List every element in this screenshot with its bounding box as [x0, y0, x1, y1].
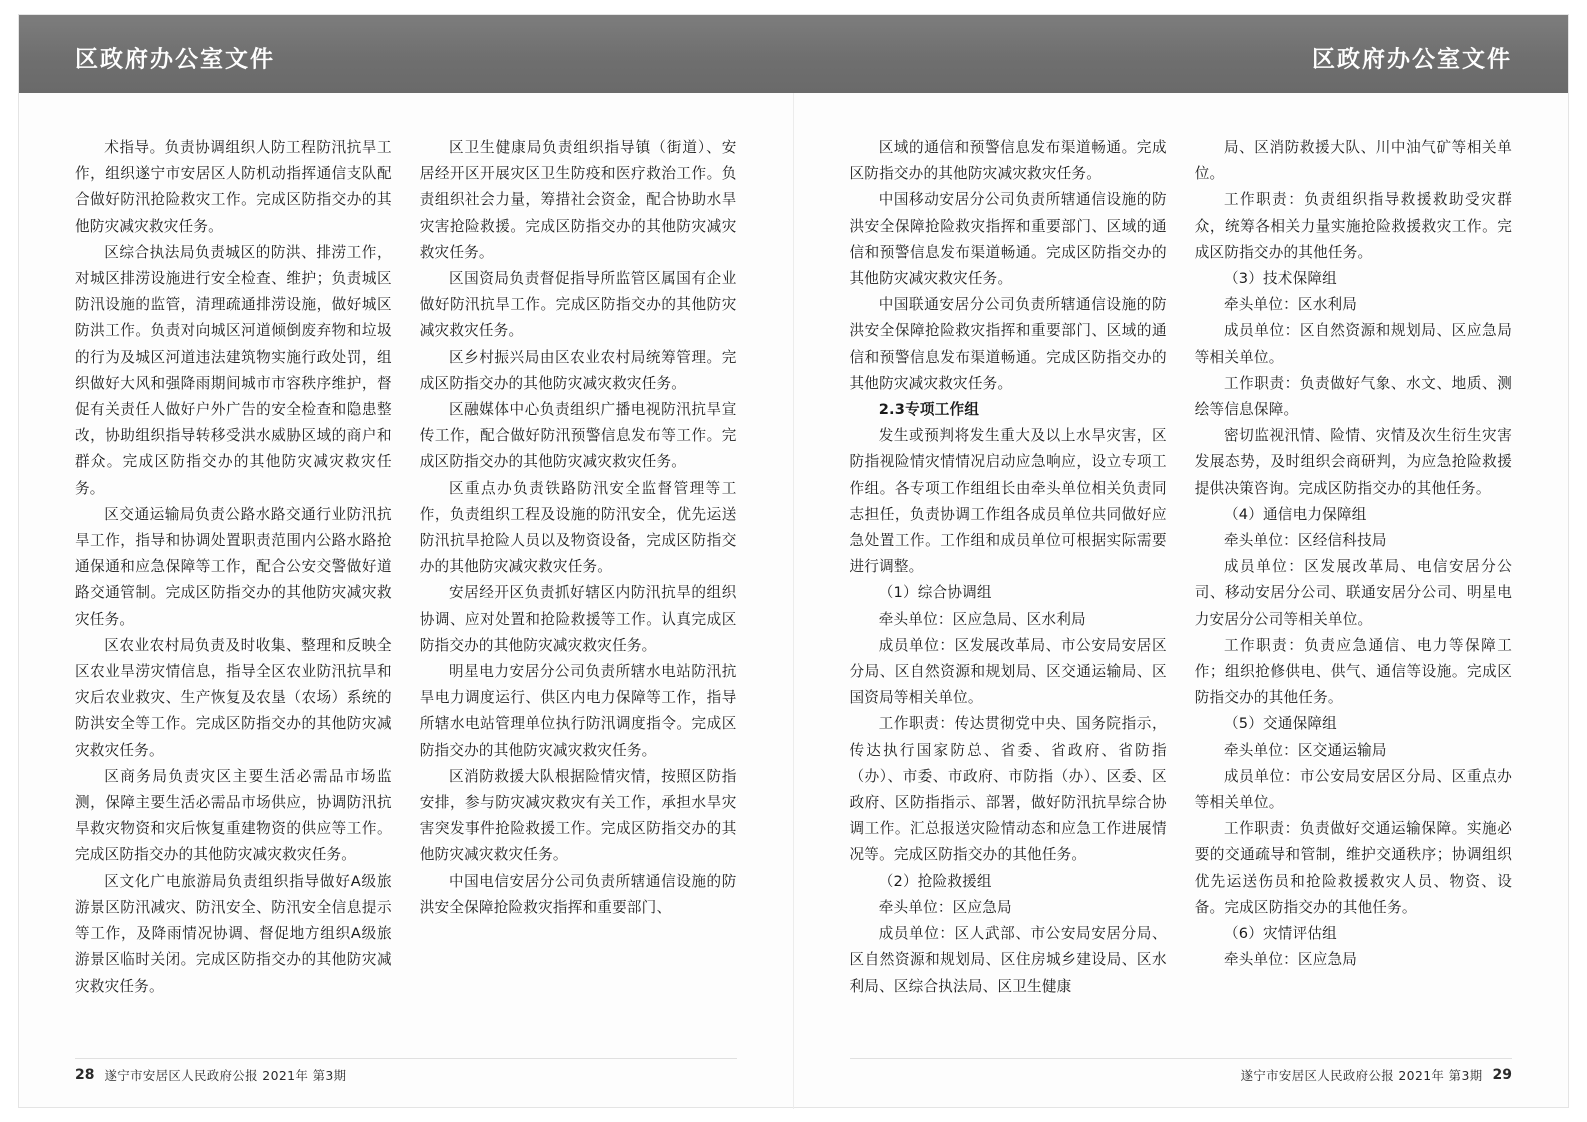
paragraph: 区综合执法局负责城区的防洪、排涝工作，对城区排涝设施进行安全检查、维护；负责城区防汛设施的监管，清理疏通排涝设施，做好城区防洪工作。负责对向城区河道倾倒废弃物和垃圾的行为及城区河道违法建筑物实施行政处罚，组织做好大风和强降雨期间城市市容秩序维护，督促有关责任人做好户外广告的安全检查和隐患整改，协助组织指导转移受洪水威胁区域的商户和群众。完成区防指交办的其他防灾减灾救灾任务。 — [75, 243, 392, 497]
page-spread — [19, 93, 1568, 1109]
paragraph: 区国资局负责督促指导所监管区属国有企业做好防汛抗旱工作。完成区防指交办的其他防灾减灾救灾任务。 — [419, 270, 737, 340]
paragraph: 牵头单位：区应急局、区水利局 — [878, 610, 1086, 628]
paragraph: 成员单位：区发展改革局、电信安居分公司、移动安居分公司、联通安居分公司、明星电力安居分公司等相关单位。 — [1194, 558, 1512, 628]
header-band — [19, 15, 1568, 93]
paragraph: 牵头单位：区水利局 — [1223, 296, 1358, 314]
paragraph: （1）综合协调组 — [878, 584, 992, 602]
left-page-footer — [19, 1063, 793, 1087]
right-page-footer — [794, 1063, 1569, 1087]
paragraph: 密切监视汛情、险情、灾情及次生衍生灾害发展态势，及时组织会商研判，为应急抢险救援提供决策咨询。完成区防指交办的其他任务。 — [1194, 427, 1512, 497]
paragraph: 中国电信安居分公司负责所辖通信设施的防洪安全保障抢险救灾指挥和重要部门、 — [419, 872, 737, 916]
paragraph: 工作职责：传达贯彻党中央、国务院指示，传达执行国家防总、省委、省政府、省防指（办）、市委、市政府、市防指（办）、区委、区政府、区防指指示、部署，做好防汛抗旱综合协调工作。汇总报送灾险情动态和应急工作进展情况等。完成区防指交办的其他任务。 — [849, 715, 1167, 864]
paragraph: 局、区消防救援大队、川中油气矿等相关单位。 — [1194, 139, 1512, 183]
right-page-column-2 — [1195, 135, 1512, 1049]
paragraph: 牵头单位：区交通运输局 — [1223, 741, 1387, 759]
right-page-column-1 — [850, 135, 1167, 1049]
left-page-column-2 — [420, 135, 737, 1049]
left-page-column-1 — [75, 135, 392, 1049]
paragraph: 区域的通信和预警信息发布渠道畅通。完成区防指交办的其他防灾减灾救灾任务。 — [849, 139, 1167, 183]
paragraph: 牵头单位：区应急局 — [878, 898, 1012, 916]
section-heading-2-3: 2.3专项工作组 — [878, 401, 980, 419]
header-title-left: 区政府办公室文件 — [75, 46, 275, 73]
page-number-left: 28 — [75, 1067, 95, 1083]
paragraph: 区交通运输局负责公路水路交通行业防汛抗旱工作，指导和协调处置职责范围内公路水路抢通保通和应急保障等工作，配合公安交警做好道路交通管制。完成区防指交办的其他防灾减灾救灾任务。 — [75, 505, 392, 628]
paragraph: 术指导。负责协调组织人防工程防汛抗旱工作，组织遂宁市安居区人防机动指挥通信支队配合做好防汛抢险救灾工作。完成区防指交办的其他防灾减灾救灾任务。 — [75, 139, 392, 235]
paragraph: 成员单位：区发展改革局、市公安局安居区分局、区自然资源和规划局、区交通运输局、区国资局等相关单位。 — [849, 636, 1167, 707]
footer-rule-left — [75, 1058, 737, 1059]
paragraph: 区商务局负责灾区主要生活必需品市场监测，保障主要生活必需品市场供应，协调防汛抗旱救灾物资和灾后恢复重建物资的供应等工作。完成区防指交办的其他防灾减灾救灾任务。 — [75, 767, 392, 864]
paragraph: 成员单位：区人武部、市公安局安居分局、区自然资源和规划局、区住房城乡建设局、区水利局、区综合执法局、区卫生健康 — [849, 925, 1167, 995]
paragraph: 中国移动安居分公司负责所辖通信设施的防洪安全保障抢险救灾指挥和重要部门、区域的通信和预警信息发布渠道畅通。完成区防指交办的其他防灾减灾救灾任务。 — [849, 191, 1167, 288]
paragraph: 安居经开区负责抓好辖区内防汛抗旱的组织协调、应对处置和抢险救援等工作。认真完成区防指交办的其他防灾减灾救灾任务。 — [419, 584, 737, 654]
paragraph: （5）交通保障组 — [1223, 715, 1337, 733]
right-page — [794, 93, 1569, 1109]
paragraph: 工作职责：负责做好交通运输保障。实施必要的交通疏导和管制，维护交通秩序；协调组织优先运送伤员和抢险救援救灾人员、物资、设备。完成区防指交办的其他任务。 — [1194, 820, 1512, 916]
paragraph: （2）抢险救援组 — [878, 872, 992, 890]
paragraph: 区农业农村局负责及时收集、整理和反映全区农业旱涝灾情信息，指导全区农业防汛抗旱和灾后农业救灾、生产恢复及农垦（农场）系统的防洪安全等工作。完成区防指交办的其他防灾减灾救灾任务。 — [75, 636, 392, 759]
paragraph: 区乡村振兴局由区农业农村局统筹管理。完成区防指交办的其他防灾减灾救灾任务。 — [419, 348, 737, 392]
paragraph: 工作职责：负责做好气象、水文、地质、测绘等信息保障。 — [1194, 374, 1512, 419]
paragraph: 工作职责：负责组织指导救援救助受灾群众，统筹各相关力量实施抢险救援救灾工作。完成区防指交办的其他任务。 — [1194, 191, 1512, 261]
paragraph: 区消防救援大队根据险情灾情，按照区防指安排，参与防灾减灾救灾有关工作，承担水旱灾害突发事件抢险救援工作。完成区防指交办的其他防灾减灾救灾任务。 — [419, 767, 737, 864]
document-sheet — [18, 14, 1569, 1108]
paragraph: 区重点办负责铁路防汛安全监督管理等工作，负责组织工程及设施的防汛安全，优先运送防汛抗旱抢险人员以及物资设备，完成区防指交办的其他防灾减灾救灾任务。 — [419, 479, 737, 576]
page-number-right: 29 — [1492, 1067, 1512, 1083]
left-page — [19, 93, 794, 1109]
paragraph: （6）灾情评估组 — [1223, 925, 1337, 943]
footer-text-right: 遂宁市安居区人民政府公报 2021年 第3期 — [1240, 1068, 1483, 1083]
paragraph: 区文化广电旅游局负责组织指导做好A级旅游景区防汛减灾、防汛安全、防汛安全信息提示等工作，及降雨情况协调、督促地方组织A级旅游景区临时关闭。完成区防指交办的其他防灾减灾救灾任务。 — [75, 872, 392, 995]
paragraph: 中国联通安居分公司负责所辖通信设施的防洪安全保障抢险救灾指挥和重要部门、区域的通信和预警信息发布渠道畅通。完成区防指交办的其他防灾减灾救灾任务。 — [849, 296, 1167, 392]
paragraph: 发生或预判将发生重大及以上水旱灾害，区防指视险情灾情情况启动应急响应，设立专项工作组。各专项工作组组长由牵头单位相关负责同志担任，负责协调工作组各成员单位共同做好应急处置工作。工作组和成员单位可根据实际需要进行调整。 — [849, 427, 1167, 576]
paragraph: 成员单位：市公安局安居区分局、区重点办等相关单位。 — [1194, 767, 1512, 812]
paragraph: 工作职责：负责应急通信、电力等保障工作；组织抢修供电、供气、通信等设施。完成区防指交办的其他任务。 — [1194, 636, 1512, 707]
footer-rule-right — [850, 1058, 1513, 1059]
paragraph: 成员单位：区自然资源和规划局、区应急局等相关单位。 — [1194, 322, 1512, 366]
paragraph: 区融媒体中心负责组织广播电视防汛抗旱宣传工作，配合做好防汛预警信息发布等工作。完成区防指交办的其他防灾减灾救灾任务。 — [419, 401, 737, 471]
header-title-right: 区政府办公室文件 — [1312, 46, 1512, 73]
paragraph: （3）技术保障组 — [1223, 270, 1337, 288]
left-page-columns — [19, 135, 793, 1049]
paragraph: （4）通信电力保障组 — [1223, 505, 1367, 523]
paragraph: 明星电力安居分公司负责所辖水电站防汛抗旱电力调度运行、供区内电力保障等工作，指导所辖水电站管理单位执行防汛调度指令。完成区防指交办的其他防灾减灾救灾任务。 — [419, 663, 737, 759]
footer-text-left: 遂宁市安居区人民政府公报 2021年 第3期 — [104, 1068, 347, 1083]
paragraph: 牵头单位：区应急局 — [1223, 951, 1358, 969]
right-page-columns — [794, 135, 1569, 1049]
paragraph: 区卫生健康局负责组织指导镇（街道）、安居经开区开展灾区卫生防疫和医疗救治工作。负责组织社会力量，筹措社会资金，配合协助水旱灾害抢险救援。完成区防指交办的其他防灾减灾救灾任务。 — [419, 139, 737, 261]
paragraph: 牵头单位：区经信科技局 — [1223, 532, 1387, 550]
